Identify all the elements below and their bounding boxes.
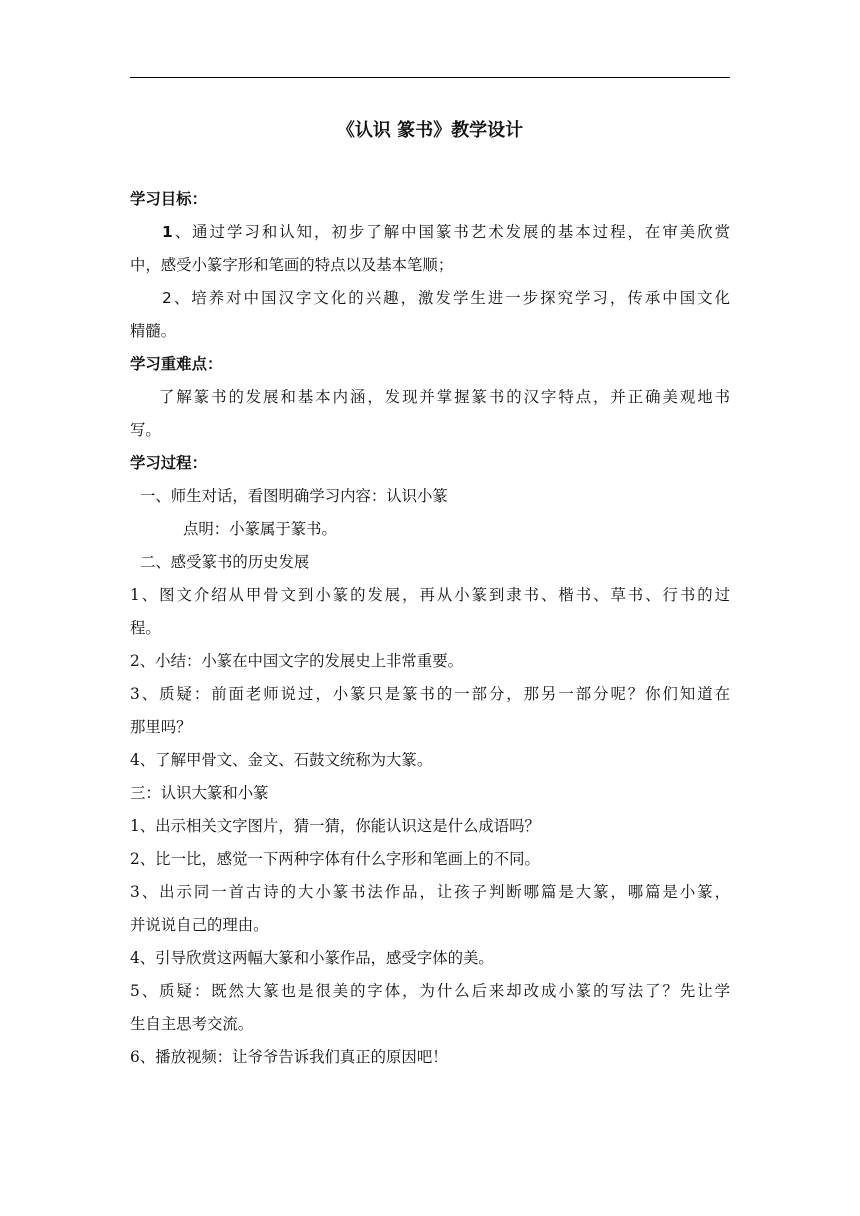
header-rule: [130, 77, 730, 78]
step-1: 一、师生对话，看图明确学习内容：认识小篆: [140, 487, 448, 505]
goal-item-2-number: 2: [162, 289, 172, 307]
document-body: [130, 183, 730, 1074]
step-3-item-6: 6、播放视频：让爷爷告诉我们真正的原因吧！: [130, 1048, 448, 1066]
step-3-item-3-continued: 并说说自己的理由。: [130, 916, 269, 934]
step-2-item-2: 2、小结：小篆在中国文字的发展史上非常重要。: [130, 652, 463, 670]
key-points-text-continued: 写。: [130, 421, 161, 439]
section-heading-goals: 学习目标：: [130, 190, 207, 208]
step-2-item-3-continued: 那里吗？: [130, 718, 192, 736]
step-3: 三：认识大篆和小篆: [130, 784, 269, 802]
goal-item-2: [130, 282, 730, 315]
key-points-text: 了解篆书的发展和基本内涵，发现并掌握篆书的汉字特点，并正确美观地书: [159, 388, 730, 406]
step-3-item-1: 1、出示相关文字图片，猜一猜，你能认识这是什么成语吗？: [130, 817, 540, 835]
section-heading-key-points: 学习重难点：: [130, 355, 223, 373]
step-2-item-1-continued: 程。: [130, 619, 161, 637]
section-heading-process: 学习过程：: [130, 454, 207, 472]
goal-item-1-text: 、通过学习和认知，初步了解中国篆书艺术发展的基本过程，在审美欣赏: [172, 223, 730, 241]
goal-item-1: [130, 216, 730, 249]
step-1-note: 点明：小篆属于篆书。: [183, 520, 337, 538]
goal-item-1-continued: 中，感受小篆字形和笔画的特点以及基本笔顺；: [130, 256, 454, 274]
step-3-item-3: 3、出示同一首古诗的大小篆书法作品，让孩子判断哪篇是大篆，哪篇是小篆，: [130, 883, 730, 901]
step-2: 二、感受篆书的历史发展: [140, 553, 310, 571]
goal-item-2-continued: 精髓。: [130, 322, 177, 340]
goal-item-2-text: 、培养对中国汉字文化的兴趣，激发学生进一步探究学习，传承中国文化: [171, 289, 730, 307]
step-2-item-1: 1、图文介绍从甲骨文到小篆的发展，再从小篆到隶书、楷书、草书、行书的过: [130, 586, 730, 604]
step-3-item-2: 2、比一比，感觉一下两种字体有什么字形和笔画上的不同。: [130, 850, 540, 868]
step-3-item-5-continued: 生自主思考交流。: [130, 1015, 254, 1033]
goal-item-1-number: 1: [162, 223, 173, 241]
step-2-item-4: 4、了解甲骨文、金文、石鼓文统称为大篆。: [130, 751, 433, 769]
step-3-item-5: 5、质疑：既然大篆也是很美的字体，为什么后来却改成小篆的写法了？先让学: [130, 982, 730, 1000]
step-3-item-4: 4、引导欣赏这两幅大篆和小篆作品，感受字体的美。: [130, 949, 494, 967]
step-2-item-3: 3、质疑：前面老师说过，小篆只是篆书的一部分，那另一部分呢？你们知道在: [130, 685, 730, 703]
document-title: 《认识 篆书》教学设计: [336, 120, 524, 141]
